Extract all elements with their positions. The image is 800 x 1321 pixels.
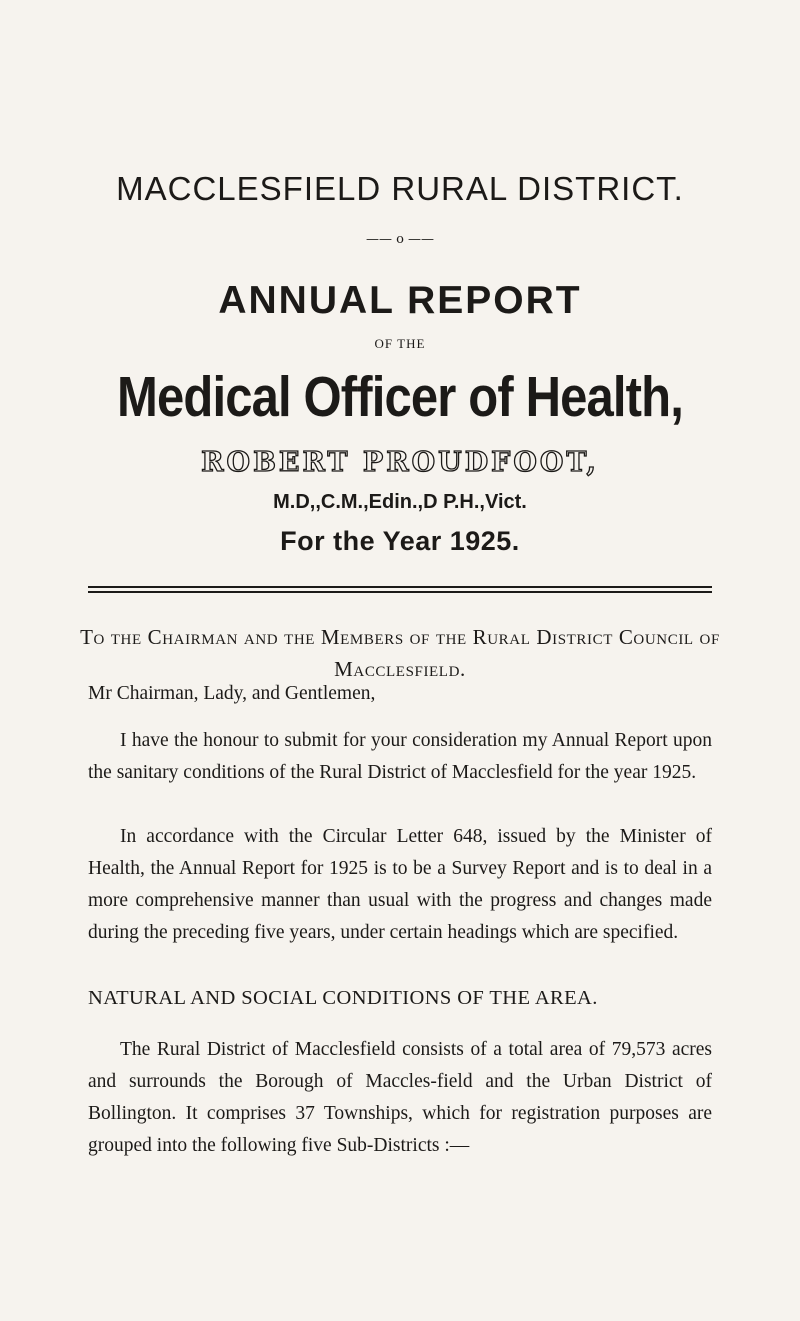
paragraph-1 [88, 725, 712, 789]
paragraph-3 [88, 1034, 712, 1162]
of-the-label: OF THE [374, 336, 426, 351]
report-year: For the Year 1925. [280, 526, 520, 556]
salutation: Mr Chairman, Lady, and Gentlemen, [88, 683, 376, 704]
paragraph-3-text: The Rural District of Macclesfield consists of a total area of 79,573 acres and surrounds the Borough of Maccles-field and the Urban District of Bollington. It comprises 37 Townships, which for registration purposes are grouped into the following five Sub-Districts :— [88, 1039, 712, 1156]
officer-title: Medical Officer of Health, [116, 365, 683, 429]
paragraph-2 [88, 821, 712, 949]
author-name-text: ROBERT PROUDFOOT, [201, 447, 599, 478]
author-name [0, 447, 800, 478]
section-heading: NATURAL AND SOCIAL CONDITIONS OF THE AREA. [88, 987, 598, 1009]
author-qualifications: M.D,,C.M.,Edin.,D P.H.,Vict. [273, 491, 527, 513]
paragraph-2-text: In accordance with the Circular Letter 648, issued by the Minister of Health, the Annual Report for 1925 is to be a Survey Report and is to deal in a more comprehensive manner than usual with the progress and changes made during the preceding five years, under certain headings which are specified. [88, 826, 712, 943]
double-rule-bottom [88, 591, 712, 593]
report-title: ANNUAL REPORT [218, 279, 582, 322]
address-block: To the Chairman and the Members of the Rural District Council of Macclesfield. [80, 625, 720, 681]
district-title: MACCLESFIELD RURAL DISTRICT. [116, 170, 684, 207]
paragraph-1-text: I have the honour to submit for your consideration my Annual Report upon the sanitary conditions of the Rural District of Macclesfield for the year 1925. [88, 730, 712, 783]
title-ornament: —— o —— [365, 232, 435, 247]
double-rule-top [88, 586, 712, 588]
